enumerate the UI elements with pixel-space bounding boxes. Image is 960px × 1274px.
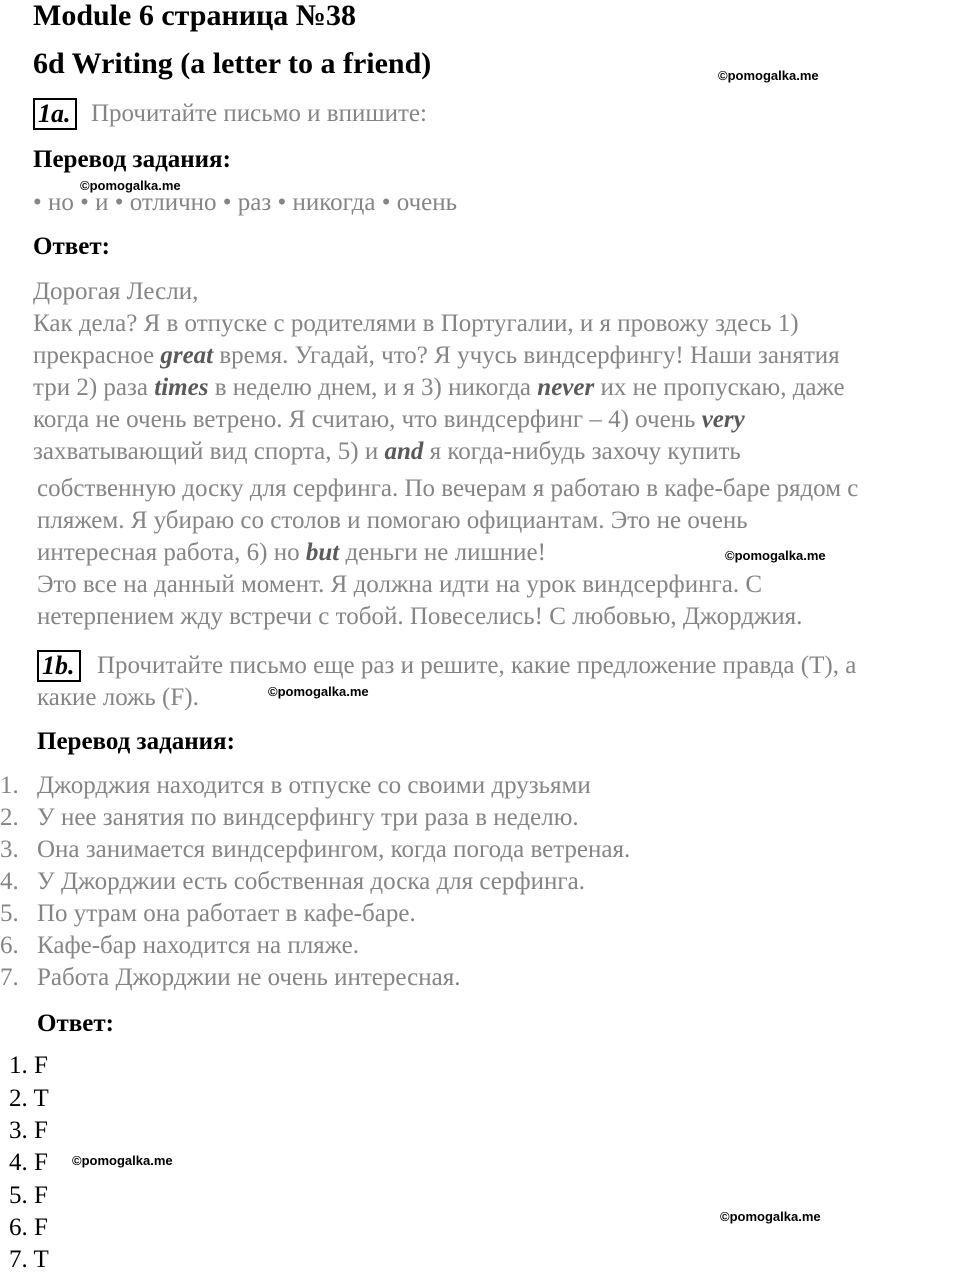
letter-line: собственную доску для серфинга. По вечерам я работаю в кафе-баре рядом с [37, 475, 859, 502]
answer-word: great [160, 342, 214, 369]
statement-number: 4. [0, 868, 19, 895]
answer-word: but [305, 539, 340, 566]
answer-word: times [154, 374, 209, 401]
exercise-1a-instruction: Прочитайте письмо и впишите: [91, 100, 427, 127]
letter-line: захватывающий вид спорта, 5) и and я когда-нибудь захочу купить [33, 438, 741, 465]
answer-item: 6. F [9, 1214, 48, 1241]
exercise-badge-1b: 1b. [37, 650, 81, 682]
statement-number: 2. [0, 804, 19, 831]
letter-line: интересная работа, 6) но but деньги не лишние! [37, 539, 546, 566]
exercise-1b-instruction: какие ложь (F). [37, 684, 199, 711]
answer-heading: Ответ: [33, 233, 110, 260]
answer-item: 3. F [9, 1117, 48, 1144]
letter-line: Как дела? Я в отпуске с родителями в Португалии, и я провожу здесь 1) [33, 310, 799, 337]
watermark: ©pomogalka.me [268, 684, 369, 699]
translation-heading: Перевод задания: [33, 146, 231, 173]
statement-text: По утрам она работает в кафе-баре. [37, 900, 416, 927]
letter-line: нетерпением жду встречи с тобой. Повеселись! С любовью, Джорджия. [37, 603, 803, 630]
letter-line: прекрасное great время. Угадай, что? Я учусь виндсерфингу! Наши занятия [33, 342, 840, 369]
watermark: ©pomogalka.me [720, 1209, 821, 1224]
letter-line: Дорогая Лесли, [33, 278, 199, 305]
answer-word: never [537, 374, 595, 401]
answer-item: 4. F [9, 1149, 48, 1176]
module-title: Module 6 страница №38 [33, 0, 356, 32]
watermark: ©pomogalka.me [72, 1153, 173, 1168]
answer-word: very [701, 406, 745, 433]
letter-line: пляжем. Я убираю со столов и помогаю официантам. Это не очень [37, 507, 748, 534]
letter-line: Это все на данный момент. Я должна идти на урок виндсерфинга. С [37, 571, 762, 598]
word-list: • но • и • отлично • раз • никогда • очень [33, 189, 458, 216]
statement-number: 7. [0, 964, 19, 991]
statement-text: Работа Джорджии не очень интересная. [37, 964, 461, 991]
statement-text: Она занимается виндсерфингом, когда погода ветреная. [37, 836, 631, 863]
letter-line: когда не очень ветрено. Я считаю, что виндсерфинг – 4) очень very [33, 406, 745, 433]
statement-text: У нее занятия по виндсерфингу три раза в неделю. [37, 804, 579, 831]
watermark: ©pomogalka.me [80, 178, 181, 193]
watermark: ©pomogalka.me [718, 68, 819, 83]
letter-line: три 2) раза times в неделю днем, и я 3) никогда never их не пропускаю, даже [33, 374, 845, 401]
statement-number: 5. [0, 900, 19, 927]
section-title: 6d Writing (a letter to a friend) [33, 47, 432, 80]
answer-word: and [384, 438, 424, 465]
answer-heading: Ответ: [37, 1010, 114, 1037]
answer-item: 2. T [9, 1085, 49, 1112]
answer-item: 5. F [9, 1182, 48, 1209]
statement-text: Кафе-бар находится на пляже. [37, 932, 359, 959]
answer-item: 7. T [9, 1246, 49, 1273]
statement-number: 6. [0, 932, 19, 959]
exercise-badge-1a: 1a. [33, 98, 77, 130]
statement-number: 1. [0, 772, 19, 799]
statement-number: 3. [0, 836, 19, 863]
watermark: ©pomogalka.me [725, 548, 826, 563]
answer-item: 1. F [9, 1052, 48, 1079]
translation-heading: Перевод задания: [37, 728, 235, 755]
statement-text: Джорджия находится в отпуске со своими друзьями [37, 772, 591, 799]
exercise-1b-instruction: Прочитайте письмо еще раз и решите, какие предложение правда (T), а [97, 652, 857, 679]
statement-text: У Джорджии есть собственная доска для серфинга. [37, 868, 585, 895]
